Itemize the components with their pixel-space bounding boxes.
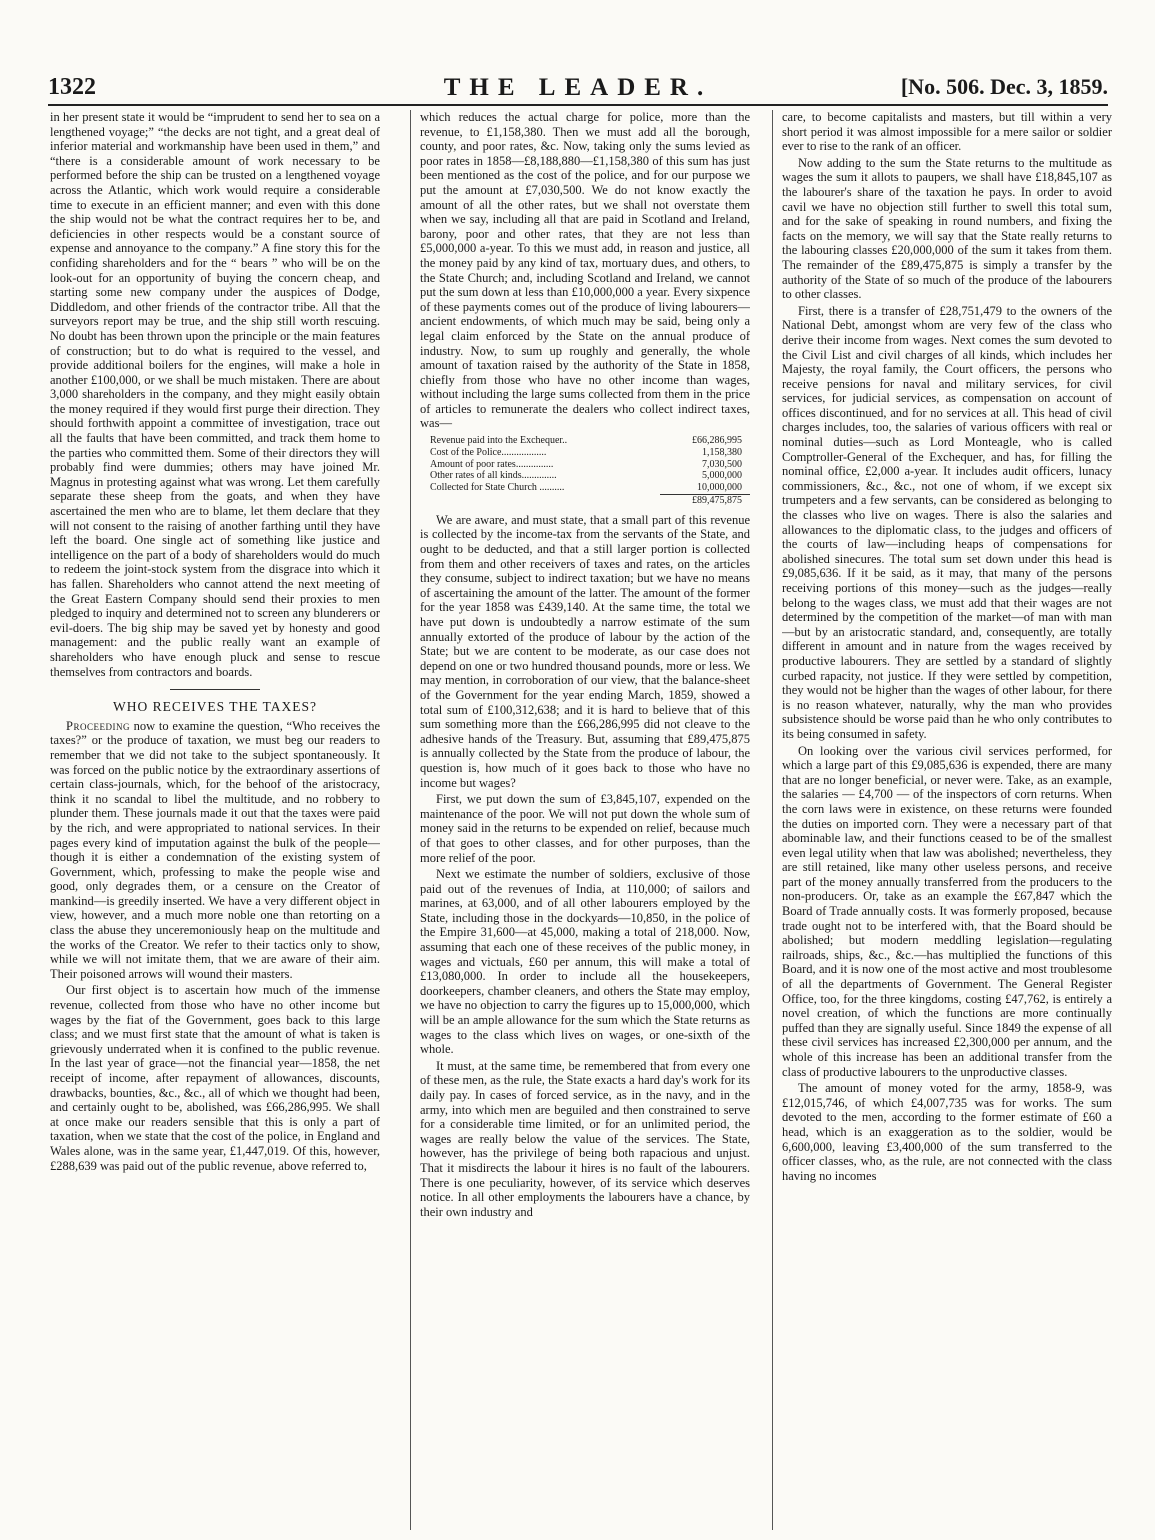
row-value: 5,000,000 [702,470,742,482]
separator-rule [170,689,260,690]
row-value: 1,158,380 [702,446,742,458]
column-3 [782,110,1112,1530]
row-label: Cost of the Police.................. [430,446,547,458]
paragraph: Now adding to the sum the State returns to the multitude as wages the sum it allots to paupers, we shall have £18,845,107 as the labourer's share of the taxation he pays. In order to avoid cavil we have no objection still further to swell this total sum, and for the sake of speaking in round numbers, and fixing the facts on the memory, we will say that the State really returns to the labouring classes £20,000,000 of the sum it takes from them. The remainder of the £89,475,875 is simply a transfer by the authority of the State of so much of the produce of the labourers to other classes. [782,155,1112,302]
row-value: £66,286,995 [692,435,742,447]
page-header [48,74,1108,104]
paragraph: On looking over the various civil services performed, for which a large part of this £9,085,636 is expended, there are many that are no longer beneficial, or never were. Take, as an example, the salaries — £4,700 — of the inspectors of corn returns. When the corn laws were in existence, on these returns were founded the duties on imported corn. They were a necessary part of that abominable law, and their functions ceased to be of the smallest even legal utility when that law was abolished; nevertheless, they are still retained, like many other useless persons, and receive part of the money annually transferred from the producers to the non-producers. Or, take as an example the £67,847 which the Board of Trade annually costs. It was formerly proposed, because trade ought not to be interfered with, that the Board should be abolished; but modern meddling legislation—regulating railroads, ships, &c., &c.—has multiplied the functions of this Board, and it is now one of the most active and most troublesome of all the departments of Government. The General Register Office, too, for the three kingdoms, costing £47,762, is entirely a novel creation, of which the functions are more continually puffed than they are signally useful. Since 1849 the expense of all these civil services has increased £2,300,000 per annum, and the whole of this increase has been an additional transfer from the class of productive labourers to the unproductive classes. [782,743,1112,1079]
paragraph: care, to become capitalists and masters, but till within a very short period it was almost impossible for a mere sailor or soldier ever to rise to the rank of an officer. [782,110,1112,154]
table-row [420,482,750,494]
column-divider [772,110,773,1530]
issue-info: [No. 506. Dec. 3, 1859. [900,74,1108,99]
table-row [420,447,750,459]
row-label: Other rates of all kinds.............. [430,470,557,482]
row-value: 7,030,500 [702,458,742,470]
table-total: £89,475,875 [660,494,750,507]
header-rule [48,104,1108,106]
table-row [420,470,750,482]
paragraph: Next we estimate the number of soldiers, exclusive of those paid out of the revenues of India, at 110,000; of sailors and marines, at 63,000, and of all other labourers employed by the State, including those in the dockyards—10,850, in the police of the Empire 31,600—at 45,000, making a total of 218,000. Now, assuming that each one of these receives of the public money, in wages and victuals, £60 per annum, this will make a total of £13,080,000. In order to include all the housekeepers, doorkeepers, chamber cleaners, and others the State may employ, we have no objection to carry the figures up to 15,000,000, which will be an ample allowance for the sum which the State returns as wages to the class which lives on wages, or one-sixth of the whole. [420,867,750,1057]
row-value: 10,000,000 [697,482,742,494]
newspaper-title: THE LEADER. [443,74,713,101]
paragraph: in her present state it would be “imprudent to send her to sea on a lengthened voyage;” “the decks are not tight, and a great deal of inferior material and workmanship have been used in them,” and “there is a considerable amount of work necessary to be performed before the ship can be trusted on a lengthened voyage across the Atlantic, which work would require a considerable time to execute in an efficient manner; and even with this done the ship would not be what the contract requires her to be, and deficiencies in other respects would be a constant source of expense and annoyance to the company.” A fine story this for the confiding shareholders and for the “ bears ” who will be on the look-out for an opportunity of buying the concern cheap, and starting some new company under the auspices of Dodge, Diddledom, and other friends of the contractor tribe. All that the surveyors report may be true, and the ship still worth rescuing. No doubt has been thrown upon the principle or the main features of construction; but to do what is required to the vessel, and provide additional boilers for the engines, will make a hole in another £100,000, or we shall be much mistaken. There are about 3,000 shareholders in the company, and they might easily obtain the money required if they would first purge their direction. They should forthwith appoint a committee of investigation, trace out all the faults that have been committed, and track them home to the parties who committed them. Some of their directors they will probably find were dummies; others may have joined Mr. Magnus in protesting against what was wrong. Let them carefully separate these sheep from the goats, and when they have ascertained the men who are to blame, let them declare that they will not consent to the raising of another farthing until they have left the board. One single act of something like justice and intelligence on the part of a body of shareholders would do much to redeem the joint-stock system from the disgrace into which it has fallen. Shareholders who cannot attend the next meeting of the Great Eastern Company should send their proxies to men pledged to inquiry and determined not to screen any blunderers or evil-doers. The big ship may be saved yet by honesty and good management: and the public really want an example of shareholders who have enough pluck and sense to rescue themselves from contractors and boards. [50,110,380,679]
column-1 [50,110,380,1530]
column-2 [420,110,750,1530]
article-heading: WHO RECEIVES THE TAXES? [112,699,318,715]
paragraph: which reduces the actual charge for police, more than the revenue, to £1,158,380. Then we must add all the borough, county, and poor rates, &c. Now, taking only the sums levied as poor rates in 1858—£8,188,880—£1,158,380 of this sum has just been mentioned as the cost of the police, and for our purpose we put the amount at £7,030,500. We do not know exactly the amount of all the other rates, but we shall not overstate them when we say, including all that are paid in Scotland and Ireland, barony, poor and other rates, that they are not less than £5,000,000 a-year. To this we must add, in reason and justice, all the money paid by any kind of tax, mortuary dues, and others, to the State Church; and, including Scotland and Ireland, we cannot put the sum down at less than £10,000,000 a year. Every sixpence of these payments comes out of the produce of living labourers—ancient endowments, of which much may be said, being only a legal claim enforced by the State on the annual produce of industry. Now, to sum up roughly and generally, the whole amount of taxation raised by the authority of the State in 1858, chiefly from those who have no other income than wages, without including the large sums collected from them in the price of articles to remunerate the dealers who collect indirect taxes, was— [420,110,750,431]
lead-word: Proceeding [66,718,130,733]
table-row [420,435,750,447]
paragraph [50,719,380,982]
row-label: Collected for State Church .......... [430,482,565,494]
paragraph-text: now to examine the question, “Who receives the taxes?” or the produce of taxation, we must beg our readers to remember that we did not take to the subject spontaneously. It was forced on the public notice by the extraordinary assertions of certain class-journals, which, for the behoof of the aristocracy, think it no scandal to libel the multitude, and no robbery to plunder them. These journals made it out that the taxes were paid by the rich, and were appropriated to national services. In their pages every kind of imputation against the bulk of the people—though it is either a condemnation of the existing system of Government, which, professing to make the people wise and good, only degrades them, or a censure on the Creator of mankind—is greedily inserted. We have a very different object in view, however, and a much more noble one than retorting on a class the abuse they unceremoniously heap on the multitude and the works of the Creator. We refer to their tactics only to show, while we will not imitate them, that we are aware of their aim. Their poisoned arrows will wound their masters. [50,718,380,981]
row-label: Revenue paid into the Exchequer.. [430,435,568,447]
paragraph: The amount of money voted for the army, 1858-9, was £12,015,746, of which £4,007,735 was for works. The sum devoted to the men, according to the former estimate of £60 a head, which is an exaggeration as to the soldier, would be 6,600,000, leaving £3,400,000 of the sum transferred to the officer classes, who, as the rule, are not connected with the class having no incomes [782,1081,1112,1183]
table-row [420,459,750,471]
page-number: 1322 [48,74,96,100]
paragraph: First, we put down the sum of £3,845,107, expended on the maintenance of the poor. We will not put down the whole sum of money said in the returns to be expended on relief, because much of that goes to other classes, and for other purposes, than the more relief of the poor. [420,792,750,865]
column-divider [410,110,411,1530]
paragraph: First, there is a transfer of £28,751,479 to the owners of the National Debt, amongst whom are very few of the class who derive their income from wages. Next comes the sum devoted to the Civil List and civil charges of all kinds, which includes her Majesty, the royal family, the Court officers, the persons who receive pensions for naval and military services, for civil services, for judicial services, as compensation on account of offices discontinued, and for no services at all. This head of civil charges includes, too, the salaries of various officers with real or nominal duties—such as Lord Monteagle, who is called Comptroller-General of the Exchequer, and has, for filling the nominal office, £2,000 a-year. It includes audit officers, lunacy commissioners, &c., &c., not one of whom, if we except six trumpeters and a few servants, can be considered as belonging to the classes who live on wages. There is also the salaries and allowances to the diplomatic class, to the judges and officers of the courts of law—including heaps of compensations for abolished sinecures. The total sum set down under this head is £9,085,636. If it be said, as it may, that many of the persons receiving portions of this money—such as the judges—really belong to the wages class, we must add that their wages are not determined by the competition of the market—of man with man—but by an aristocratic standard, and, consequently, are totally different in amount and in nature from the wages received by productive labourers. They are settled by a standard of slightly curbed rapacity, not justice. If they were settled by competition, they would not be higher than the wages of other labour, for there is no reason whatever, naturally, why the man who provides subsistence should be worse paid than he who only contributes to its being consumed in safety. [782,303,1112,741]
paragraph: It must, at the same time, be remembered that from every one of these men, as the rule, the State exacts a hard day's work for its daily pay. In cases of forced service, as in the navy, and in the army, into which men are beguiled and then constrained to serve for a considerable time limited, or for an unlimited period, the wages are really below the value of the services. The State, however, has the privilege of being both rapacious and unjust. That it misdirects the labour it hires is no fault of the labourers. There is one peculiarity, however, of its service which deserves notice. In all other employments the labourers have a chance, by their own industry and [420,1058,750,1219]
taxation-table [420,435,750,507]
paragraph: We are aware, and must state, that a small part of this revenue is collected by the income-tax from the servants of the State, and ought to be deducted, and that a still larger portion is collected from them and other receivers of taxes and rates, on the articles they consume, subject to indirect taxation; but we have no means of ascertaining the amount of the latter. The amount of the former for the year 1858 was £439,140. At the same time, the total we have put down is undoubtedly a narrow estimate of the sum annually extorted of the produce of labour by the action of the State; but we are content to be moderate, as our case does not depend on one or two hundred thousand pounds, more or less. We may mention, in corroboration of our view, that the balance-sheet of the Government for the year ending March, 1859, showed a total sum of £100,312,638; and it is hard to believe that of this sum something more than the £66,286,995 did not cleave to the adhesive hands of the Treasury. But, assuming that £89,475,875 is annually collected by the State from the produce of labour, the question is, how much of it goes back to those who have no income but wages? [420,512,750,790]
row-label: Amount of poor rates............... [430,458,554,470]
paragraph: Our first object is to ascertain how much of the immense revenue, collected from those who have no other income but wages by the fiat of the Government, goes back to this large class; and we must first state that the amount of what is taken is grievously underrated when it is confined to the public revenue. In the last year of grace—not the financial year—1858, the net receipt of income, after repayment of allowances, discounts, drawbacks, bounties, &c., &c., all of which we thought had been, and certainly ought to be, abolished, was £66,286,995. We shall at once make our readers sensible that this is only a part of taxation, when we state that the cost of the police, in England and Wales alone, was in the same year, £1,447,019. Of this, however, £288,639 was paid out of the public revenue, above referred to, [50,983,380,1173]
